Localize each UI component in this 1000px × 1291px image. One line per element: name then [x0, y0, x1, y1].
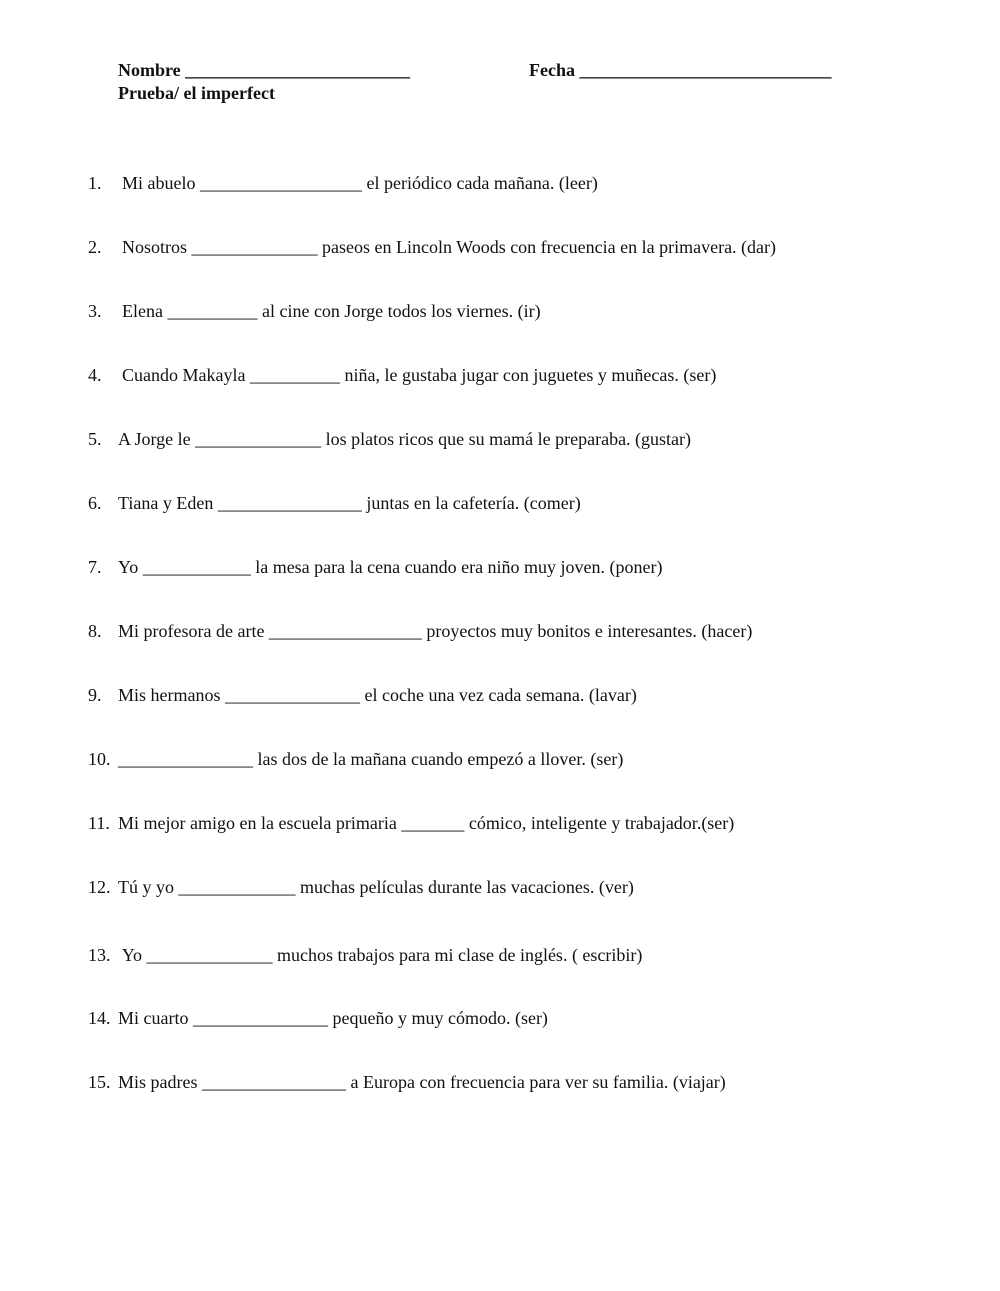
name-field — [118, 60, 410, 80]
question-text: Elena __________ al cine con Jorge todos los viernes. (ir) — [122, 301, 541, 321]
question-number: 6. — [88, 493, 102, 513]
question-1 — [88, 173, 598, 193]
question-number: 1. — [88, 173, 102, 193]
question-number: 7. — [88, 557, 102, 577]
question-7 — [88, 557, 663, 577]
question-text: Tiana y Eden ________________ juntas en la cafetería. (comer) — [118, 493, 581, 513]
question-text: _______________ las dos de la mañana cuando empezó a llover. (ser) — [118, 749, 624, 769]
question-number: 14. — [88, 1008, 111, 1028]
question-8 — [88, 621, 752, 641]
question-text: Mi profesora de arte _________________ proyectos muy bonitos e interesantes. (hacer) — [118, 621, 753, 641]
question-number: 13. — [88, 945, 111, 965]
question-text: Yo ______________ muchos trabajos para mi clase de inglés. ( escribir) — [118, 945, 643, 965]
question-2 — [88, 237, 776, 257]
question-12 — [88, 877, 634, 897]
question-number: 11. — [88, 813, 110, 833]
question-number: 4. — [88, 365, 102, 385]
date-field — [529, 60, 831, 80]
question-4 — [88, 365, 716, 385]
question-number: 5. — [88, 429, 102, 449]
date-label: Fecha — [529, 60, 575, 80]
question-10 — [88, 749, 623, 769]
question-text: Cuando Makayla __________ niña, le gustaba jugar con juguetes y muñecas. (ser) — [122, 365, 717, 385]
date-blank: ____________________________ — [579, 60, 832, 80]
question-text: Mi abuelo __________________ el periódico cada mañana. (leer) — [122, 173, 598, 193]
question-3 — [88, 301, 541, 321]
question-number: 2. — [88, 237, 102, 257]
question-text: Mis padres ________________ a Europa con frecuencia para ver su familia. (viajar) — [118, 1072, 726, 1092]
question-text: Nosotros ______________ paseos en Lincoln Woods con frecuencia en la primavera. (dar) — [122, 237, 777, 257]
question-13 — [88, 945, 642, 965]
question-14 — [88, 1008, 548, 1028]
question-number: 3. — [88, 301, 102, 321]
question-number: 9. — [88, 685, 102, 705]
question-number: 12. — [88, 877, 111, 897]
question-number: 15. — [88, 1072, 111, 1092]
question-number: 8. — [88, 621, 102, 641]
question-text: Mis hermanos _______________ el coche una vez cada semana. (lavar) — [118, 685, 637, 705]
question-text: Mi mejor amigo en la escuela primaria _______ cómico, inteligente y trabajador.(ser) — [118, 813, 735, 833]
question-text: Yo ____________ la mesa para la cena cuando era niño muy joven. (poner) — [118, 557, 663, 577]
question-11 — [88, 813, 734, 833]
question-text: Tú y yo _____________ muchas películas durante las vacaciones. (ver) — [118, 877, 634, 897]
question-5 — [88, 429, 691, 449]
name-blank: _________________________ — [185, 60, 411, 80]
question-number: 10. — [88, 749, 111, 769]
question-9 — [88, 685, 637, 705]
question-15 — [88, 1072, 726, 1092]
quiz-title: Prueba/ el imperfect — [118, 83, 275, 103]
question-text: Mi cuarto _______________ pequeño y muy cómodo. (ser) — [118, 1008, 548, 1028]
question-6 — [88, 493, 581, 513]
name-label: Nombre — [118, 60, 181, 80]
question-text: A Jorge le ______________ los platos ricos que su mamá le preparaba. (gustar) — [118, 429, 692, 449]
